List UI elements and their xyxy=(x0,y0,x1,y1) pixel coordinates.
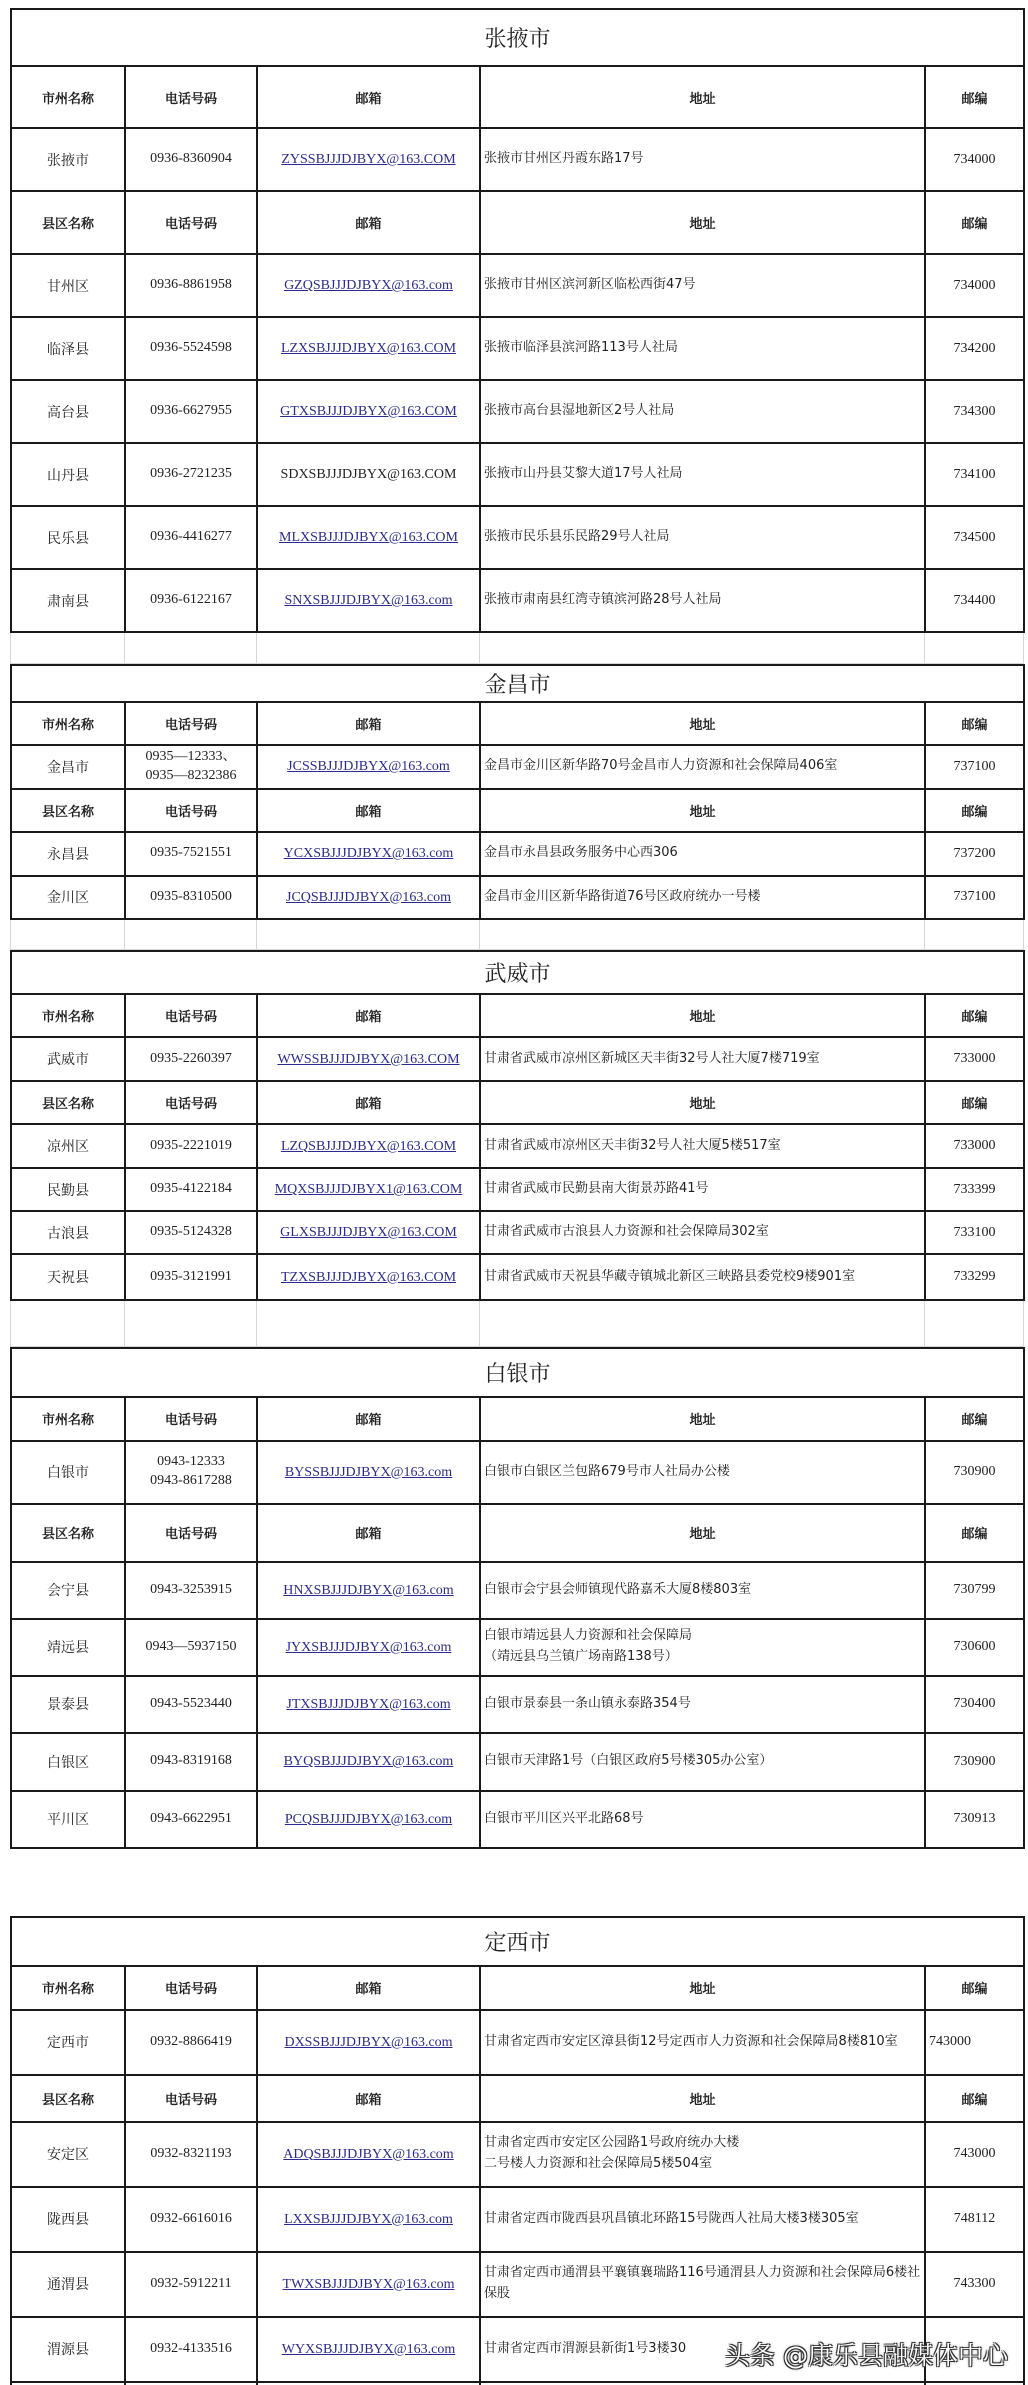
unit-name: 张掖市 xyxy=(11,128,125,191)
city-title: 金昌市 xyxy=(11,665,1024,702)
phone-number: 0932-8866419 xyxy=(125,2010,257,2075)
city-row xyxy=(11,745,1024,789)
table-row xyxy=(11,1254,1024,1300)
phone-number: 0936-2721235 xyxy=(125,443,257,506)
city-row xyxy=(11,2010,1024,2075)
table-row xyxy=(11,876,1024,919)
zip-code: 734500 xyxy=(925,506,1024,569)
table-row xyxy=(11,317,1024,380)
table-row xyxy=(11,1124,1024,1168)
email-link[interactable]: TZXSBJJJDJBYX@163.COM xyxy=(280,1269,457,1285)
table-row xyxy=(11,2187,1024,2252)
col-header-address: 地址 xyxy=(480,1504,925,1562)
zip-code: 734000 xyxy=(925,254,1024,317)
header-row xyxy=(11,191,1024,254)
address: 张掖市甘州区滨河新区临松西街47号 xyxy=(480,254,925,317)
col-header-zip: 邮编 xyxy=(925,1966,1024,2010)
phone-number: 0936-8360904 xyxy=(125,128,257,191)
zip-code: 734400 xyxy=(925,569,1024,632)
email-text: SDXSBJJJDJBYX@163.COM xyxy=(280,467,457,482)
city-table-baiyin xyxy=(10,1347,1025,1849)
phone-number: 0935-5124328 xyxy=(125,1211,257,1254)
phone-number: 0932-5912211 xyxy=(125,2252,257,2317)
phone-number xyxy=(125,1441,257,1504)
email-link[interactable]: PCQSBJJJDJBYX@163.com xyxy=(284,1811,453,1827)
zip-code: 733299 xyxy=(925,1254,1024,1300)
col-header-email: 邮箱 xyxy=(257,2075,480,2122)
header-row xyxy=(11,66,1024,128)
phone-number: 0943-8319168 xyxy=(125,1733,257,1791)
phone-line: 0935—12333、 xyxy=(145,748,237,764)
zip-code: 730600 xyxy=(925,1619,1024,1676)
unit-name: 甘州区 xyxy=(11,254,125,317)
col-header-phone: 电话号码 xyxy=(125,702,257,745)
header-row xyxy=(11,1081,1024,1124)
email-link[interactable]: JTXSBJJJDJBYX@163.com xyxy=(286,1696,451,1712)
table-row-partial xyxy=(11,2382,1024,2385)
city-title: 武威市 xyxy=(11,951,1024,994)
address xyxy=(480,1619,925,1676)
table-row xyxy=(11,1211,1024,1254)
email-link[interactable]: LXXSBJJJDJBYX@163.com xyxy=(284,2211,453,2227)
table-row xyxy=(11,1562,1024,1619)
unit-name: 天祝县 xyxy=(11,1254,125,1300)
unit-name: 通渭县 xyxy=(11,2252,125,2317)
unit-name: 安定区 xyxy=(11,2122,125,2187)
col-header-address: 地址 xyxy=(480,191,925,254)
email-link[interactable]: SNXSBJJJDJBYX@163.com xyxy=(284,593,453,608)
email-link[interactable]: GTXSBJJJDJBYX@163.COM xyxy=(280,404,457,419)
contact-sheet xyxy=(10,8,1023,2385)
address: 甘肃省定西市通渭县平襄镇襄瑞路116号通渭县人力资源和社会保障局6楼社保股 xyxy=(480,2252,925,2317)
table-row xyxy=(11,2122,1024,2187)
col-header-email: 邮箱 xyxy=(257,1397,480,1441)
email-link[interactable]: LZQSBJJJDJBYX@163.COM xyxy=(280,1138,457,1154)
unit-name: 白银区 xyxy=(11,1733,125,1791)
watermark-text: 头条 @康乐县融媒体中心 xyxy=(725,2341,1008,2370)
address: 甘肃省武威市民勤县南大街景苏路41号 xyxy=(480,1168,925,1211)
table-row xyxy=(11,506,1024,569)
col-header-zip: 邮编 xyxy=(925,1504,1024,1562)
col-header-county-name: 县区名称 xyxy=(11,1504,125,1562)
email-link[interactable]: ZYSSBJJJDJBYX@163.COM xyxy=(281,152,456,167)
spacer-row xyxy=(10,920,1024,951)
phone-number: 0943-5523440 xyxy=(125,1676,257,1733)
address: 张掖市民乐县乐民路29号人社局 xyxy=(480,506,925,569)
col-header-address: 地址 xyxy=(480,66,925,128)
col-header-city-name: 市州名称 xyxy=(11,1966,125,2010)
unit-name: 景泰县 xyxy=(11,1676,125,1733)
section-gap xyxy=(10,1849,1023,1916)
zip-code: 730400 xyxy=(925,1676,1024,1733)
zip-code: 733100 xyxy=(925,1211,1024,1254)
city-title: 张掖市 xyxy=(11,9,1024,66)
phone-number: 0936-8861958 xyxy=(125,254,257,317)
header-row xyxy=(11,789,1024,832)
unit-name: 金昌市 xyxy=(11,745,125,789)
unit-name: 金川区 xyxy=(11,876,125,919)
zip-code: 743000 xyxy=(925,2010,1024,2075)
email-link[interactable]: GZQSBJJJDJBYX@163.com xyxy=(284,278,453,293)
address: 金昌市金川区新华路街道76号区政府统办一号楼 xyxy=(480,876,925,919)
table-row xyxy=(11,2252,1024,2317)
col-header-email: 邮箱 xyxy=(257,994,480,1037)
zip-code: 730799 xyxy=(925,1562,1024,1619)
col-header-address: 地址 xyxy=(480,1966,925,2010)
city-table-wuwei xyxy=(10,950,1025,1301)
col-header-county-name: 县区名称 xyxy=(11,2075,125,2122)
col-header-city-name: 市州名称 xyxy=(11,66,125,128)
phone-line: 0943-8617288 xyxy=(150,1473,232,1488)
email-link[interactable]: GLXSBJJJDJBYX@163.COM xyxy=(280,1225,457,1240)
email-link[interactable]: ADQSBJJJDJBYX@163.com xyxy=(283,2146,454,2162)
address-line: 白银市靖远县人力资源和社会保障局 xyxy=(484,1628,693,1644)
address: 甘肃省定西市渭源县新街1号3楼30 xyxy=(480,2317,925,2382)
city-table-dingxi xyxy=(10,1916,1025,2385)
phone-number: 0943—5937150 xyxy=(125,1619,257,1676)
unit-name: 定西市 xyxy=(11,2010,125,2075)
city-table-zhangye xyxy=(10,8,1025,633)
table-row xyxy=(11,832,1024,876)
phone-number: 0936-5524598 xyxy=(125,317,257,380)
zip-code: 734300 xyxy=(925,380,1024,443)
header-row xyxy=(11,1397,1024,1441)
table-row xyxy=(11,1791,1024,1848)
unit-name: 会宁县 xyxy=(11,1562,125,1619)
address: 张掖市高台县湿地新区2号人社局 xyxy=(480,380,925,443)
col-header-email: 邮箱 xyxy=(257,1504,480,1562)
col-header-zip: 邮编 xyxy=(925,702,1024,745)
city-row xyxy=(11,1037,1024,1081)
col-header-address: 地址 xyxy=(480,789,925,832)
phone-line: 0935—8232386 xyxy=(145,767,237,783)
address xyxy=(480,2122,925,2187)
address: 甘肃省武威市凉州区新城区天丰街32号人社大厦7楼719室 xyxy=(480,1037,925,1081)
phone-number: 0935-7521551 xyxy=(125,832,257,876)
unit-name: 渭源县 xyxy=(11,2317,125,2382)
table-row xyxy=(11,380,1024,443)
col-header-zip: 邮编 xyxy=(925,1397,1024,1441)
city-title: 白银市 xyxy=(11,1348,1024,1397)
address-line: 二号楼人力资源和社会保障局5楼504室 xyxy=(484,2156,713,2171)
address: 白银市白银区兰包路679号市人社局办公楼 xyxy=(480,1441,925,1504)
col-header-city-name: 市州名称 xyxy=(11,1397,125,1441)
email-link[interactable]: JYXSBJJJDJBYX@163.com xyxy=(285,1639,452,1655)
unit-name: 永昌县 xyxy=(11,832,125,876)
unit-name: 民乐县 xyxy=(11,506,125,569)
phone-number: 0936-6122167 xyxy=(125,569,257,632)
address: 甘肃省武威市天祝县华藏寺镇城北新区三峡路县委党校9楼901室 xyxy=(480,1254,925,1300)
col-header-phone: 电话号码 xyxy=(125,994,257,1037)
email-link[interactable]: LZXSBJJJDJBYX@163.COM xyxy=(280,341,457,356)
col-header-email: 邮箱 xyxy=(257,702,480,745)
zip-code: 730900 xyxy=(925,1441,1024,1504)
city-row xyxy=(11,1441,1024,1504)
col-header-address: 地址 xyxy=(480,1397,925,1441)
col-header-city-name: 市州名称 xyxy=(11,702,125,745)
phone-number: 0936-4416277 xyxy=(125,506,257,569)
zip-code: 734100 xyxy=(925,443,1024,506)
address: 甘肃省定西市安定区漳县街12号定西市人力资源和社会保障局8楼810室 xyxy=(480,2010,925,2075)
col-header-county-name: 县区名称 xyxy=(11,1081,125,1124)
zip-code: 743300 xyxy=(925,2252,1024,2317)
col-header-city-name: 市州名称 xyxy=(11,994,125,1037)
address: 白银市天津路1号（白银区政府5号楼305办公室） xyxy=(480,1733,925,1791)
phone-number: 0935-8310500 xyxy=(125,876,257,919)
unit-name: 靖远县 xyxy=(11,1619,125,1676)
col-header-zip: 邮编 xyxy=(925,2075,1024,2122)
spacer-row xyxy=(10,633,1024,664)
table-row xyxy=(11,254,1024,317)
col-header-zip: 邮编 xyxy=(925,789,1024,832)
email-link[interactable]: JCSSBJJJDJBYX@163.com xyxy=(287,759,450,774)
col-header-phone: 电话号码 xyxy=(125,66,257,128)
zip-code: 737100 xyxy=(925,745,1024,789)
city-title: 定西市 xyxy=(11,1917,1024,1966)
col-header-phone: 电话号码 xyxy=(125,789,257,832)
phone-line: 0943-12333 xyxy=(157,1454,225,1470)
table-row xyxy=(11,1168,1024,1211)
unit-name: 山丹县 xyxy=(11,443,125,506)
col-header-county-name: 县区名称 xyxy=(11,789,125,832)
phone-number: 0935-3121991 xyxy=(125,1254,257,1300)
col-header-zip: 邮编 xyxy=(925,66,1024,128)
zip-code: 730900 xyxy=(925,1733,1024,1791)
col-header-address: 地址 xyxy=(480,994,925,1037)
email-link[interactable]: JCQSBJJJDJBYX@163.com xyxy=(286,889,451,905)
phone-number: 0935-4122184 xyxy=(125,1168,257,1211)
col-header-email: 邮箱 xyxy=(257,66,480,128)
table-row xyxy=(11,1733,1024,1791)
col-header-phone: 电话号码 xyxy=(125,1966,257,2010)
phone-number: 0935-2221019 xyxy=(125,1124,257,1168)
city-table-jinchang xyxy=(10,664,1025,920)
col-header-email: 邮箱 xyxy=(257,789,480,832)
unit-name: 白银市 xyxy=(11,1441,125,1504)
header-row xyxy=(11,1504,1024,1562)
col-header-phone: 电话号码 xyxy=(125,191,257,254)
address: 白银市景泰县一条山镇永泰路354号 xyxy=(480,1676,925,1733)
email-link[interactable]: BYQSBJJJDJBYX@163.com xyxy=(283,1754,454,1769)
unit-name: 民勤县 xyxy=(11,1168,125,1211)
col-header-email: 邮箱 xyxy=(257,191,480,254)
unit-name: 古浪县 xyxy=(11,1211,125,1254)
unit-name: 平川区 xyxy=(11,1791,125,1848)
col-header-zip: 邮编 xyxy=(925,191,1024,254)
unit-name: 临泽县 xyxy=(11,317,125,380)
email-link[interactable]: HNXSBJJJDJBYX@163.com xyxy=(283,1582,454,1598)
zip-code: 730913 xyxy=(925,1791,1024,1848)
col-header-address: 地址 xyxy=(480,1081,925,1124)
unit-name: 凉州区 xyxy=(11,1124,125,1168)
col-header-email: 邮箱 xyxy=(257,1081,480,1124)
phone-number: 0936-6627955 xyxy=(125,380,257,443)
phone-number: 0932-8321193 xyxy=(125,2122,257,2187)
zip-code: 733000 xyxy=(925,1037,1024,1081)
table-row xyxy=(11,443,1024,506)
address: 张掖市肃南县红湾寺镇滨河路28号人社局 xyxy=(480,569,925,632)
phone-number xyxy=(125,745,257,789)
address-line: 甘肃省定西市安定区公园路1号政府统办大楼 xyxy=(484,2135,740,2151)
phone-number: 0943-3253915 xyxy=(125,1562,257,1619)
zip-code: 733399 xyxy=(925,1168,1024,1211)
address: 张掖市甘州区丹霞东路17号 xyxy=(480,128,925,191)
email-link[interactable]: MLXSBJJJDJBYX@163.COM xyxy=(279,530,458,545)
table-row xyxy=(11,1619,1024,1676)
phone-number: 0932-6616016 xyxy=(125,2187,257,2252)
header-row xyxy=(11,1966,1024,2010)
address: 白银市平川区兴平北路68号 xyxy=(480,1791,925,1848)
phone-number: 0935-2260397 xyxy=(125,1037,257,1081)
col-header-email: 邮箱 xyxy=(257,1966,480,2010)
address: 甘肃省定西市陇西县巩昌镇北环路15号陇西人社局大楼3楼305室 xyxy=(480,2187,925,2252)
unit-name: 武威市 xyxy=(11,1037,125,1081)
email-link[interactable]: WWSSBJJJDJBYX@163.COM xyxy=(277,1051,460,1067)
email-link[interactable]: TWXSBJJJDJBYX@163.com xyxy=(282,2276,455,2292)
col-header-phone: 电话号码 xyxy=(125,1081,257,1124)
col-header-zip: 邮编 xyxy=(925,1081,1024,1124)
zip-code: 737100 xyxy=(925,876,1024,919)
address: 甘肃省武威市凉州区天丰街32号人社大厦5楼517室 xyxy=(480,1124,925,1168)
phone-number: 0932-4133516 xyxy=(125,2317,257,2382)
email-link[interactable]: YCXSBJJJDJBYX@163.com xyxy=(283,846,454,861)
table-row xyxy=(11,1676,1024,1733)
address: 张掖市山丹县艾黎大道17号人社局 xyxy=(480,443,925,506)
col-header-phone: 电话号码 xyxy=(125,1504,257,1562)
unit-name: 高台县 xyxy=(11,380,125,443)
col-header-phone: 电话号码 xyxy=(125,2075,257,2122)
address: 金昌市永昌县政务服务中心西306 xyxy=(480,832,925,876)
address: 张掖市临泽县滨河路113号人社局 xyxy=(480,317,925,380)
zip-code: 743000 xyxy=(925,2122,1024,2187)
email-link[interactable]: MQXSBJJJDJBYX1@163.COM xyxy=(274,1182,463,1197)
zip-code: 734200 xyxy=(925,317,1024,380)
phone-number: 0943-6622951 xyxy=(125,1791,257,1848)
email-link[interactable]: DXSSBJJJDJBYX@163.com xyxy=(284,2034,453,2050)
zip-code: 737200 xyxy=(925,832,1024,876)
header-row xyxy=(11,994,1024,1037)
address: 白银市会宁县会师镇现代路嘉禾大厦8楼803室 xyxy=(480,1562,925,1619)
col-header-zip: 邮编 xyxy=(925,994,1024,1037)
city-row xyxy=(11,128,1024,191)
email-link[interactable]: WYXSBJJJDJBYX@163.com xyxy=(281,2341,456,2357)
spacer-row xyxy=(10,1301,1024,1347)
unit-name: 陇西县 xyxy=(11,2187,125,2252)
address-line: （靖远县乌兰镇广场南路138号） xyxy=(484,1649,678,1664)
zip-code: 734000 xyxy=(925,128,1024,191)
col-header-county-name: 县区名称 xyxy=(11,191,125,254)
unit-name: 肃南县 xyxy=(11,569,125,632)
header-row xyxy=(11,2075,1024,2122)
col-header-phone: 电话号码 xyxy=(125,1397,257,1441)
email-link[interactable]: BYSSBJJJDJBYX@163.com xyxy=(284,1464,453,1480)
zip-code: 748112 xyxy=(925,2187,1024,2252)
table-row xyxy=(11,569,1024,632)
col-header-address: 地址 xyxy=(480,2075,925,2122)
header-row xyxy=(11,702,1024,745)
col-header-address: 地址 xyxy=(480,702,925,745)
zip-code: 733000 xyxy=(925,1124,1024,1168)
address: 金昌市金川区新华路70号金昌市人力资源和社会保障局406室 xyxy=(480,745,925,789)
address: 甘肃省武威市古浪县人力资源和社会保障局302室 xyxy=(480,1211,925,1254)
